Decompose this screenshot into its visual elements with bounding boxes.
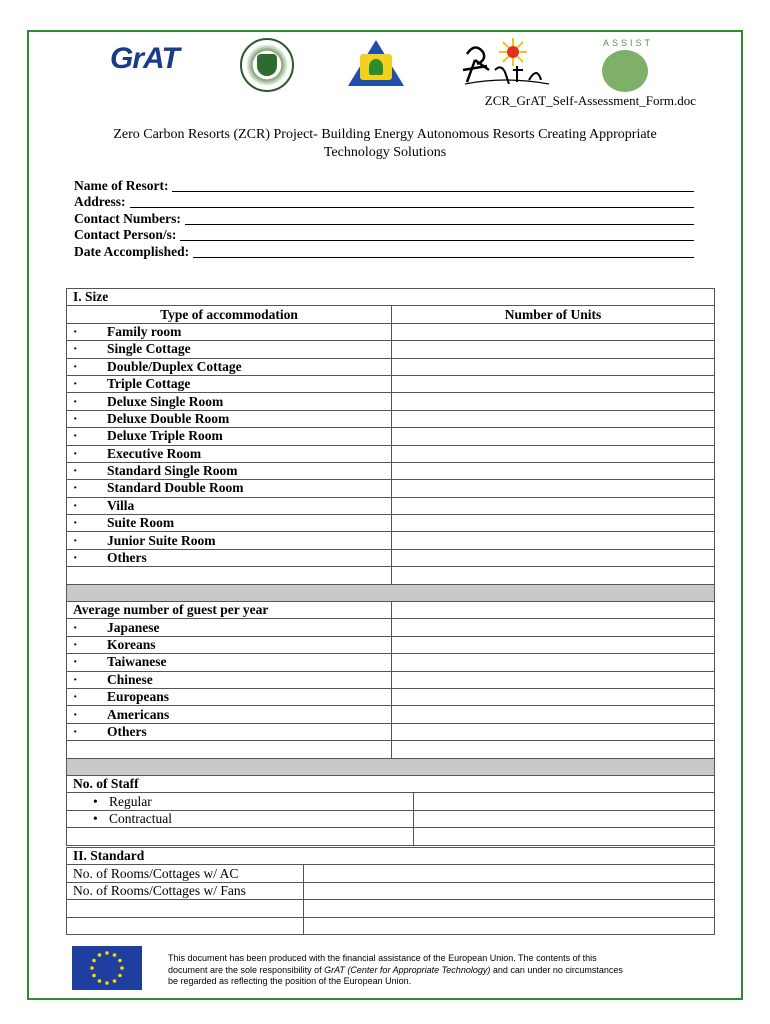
guest-count-input[interactable] [392,671,715,688]
units-input[interactable] [392,480,715,497]
document-filename: ZCR_GrAT_Self-Assessment_Form.doc [484,93,696,108]
table-row: • Contractual [67,810,715,827]
table-row [67,900,715,917]
eu-star [118,974,122,978]
units-input[interactable] [392,410,715,427]
staff-table [66,775,715,846]
table-row: · Europeans [67,688,715,705]
eu-disclaimer: This document has been produced with the financial assistance of the European Union. The contents of this document are the sole responsibility of GrAT (Center for Appropriate Technology) and can under no circumstances be regarded as reflecting the position of the European Union. [168,953,623,986]
eu-star [113,979,117,983]
guest-count-input[interactable] [392,723,715,740]
guest-count-input[interactable] [392,636,715,653]
table-row: · Double/Duplex Cottage [67,358,715,375]
eu-star [98,953,102,957]
table-row: · Others [67,723,715,740]
size-table [66,288,715,776]
table-row [67,741,715,758]
standard-heading: II. Standard [67,848,715,865]
eu-star [105,951,109,955]
units-input[interactable] [392,428,715,445]
eu-star [120,966,124,970]
table-row: · Others [67,549,715,566]
grat-logo: GrAT [110,42,179,75]
table-row [67,917,715,934]
rooms-fans-input[interactable] [304,882,715,899]
table-row: · Deluxe Triple Room [67,428,715,445]
table-row: · Deluxe Single Room [67,393,715,410]
size-heading: I. Size [67,289,715,306]
table-row: · Family room [67,323,715,340]
project-title: Zero Carbon Resorts (ZCR) Project- Building Energy Autonomous Resorts Creating Appropriate Technology Solutions [113,127,657,160]
triangle-logo-icon [348,40,404,86]
eu-star [92,959,96,963]
separator-row [67,584,715,601]
resort-info-fields [74,177,694,260]
eu-star [98,979,102,983]
date-accomplished-field[interactable]: Date Accomplished: [74,243,694,260]
table-row: · Deluxe Double Room [67,410,715,427]
footer [72,946,712,990]
table-row: · Koreans [67,636,715,653]
staff-heading: No. of Staff [67,776,715,793]
units-input[interactable] [392,497,715,514]
standard-table [66,847,715,935]
table-row: · Standard Double Room [67,480,715,497]
units-input[interactable] [392,549,715,566]
number-of-units-header: Number of Units [392,306,715,323]
eu-star [105,981,109,985]
eu-star [118,959,122,963]
table-row: · Executive Room [67,445,715,462]
table-row: · Chinese [67,671,715,688]
table-row: · Americans [67,706,715,723]
table-row: · Triple Cottage [67,375,715,392]
table-row: · Suite Room [67,515,715,532]
staff-count-input[interactable] [414,810,715,827]
assist-logo-icon: ASSIST [598,38,654,92]
table-row: · Single Cottage [67,341,715,358]
eu-star [113,953,117,957]
eu-star [92,974,96,978]
crfsa-logo-icon [455,36,555,88]
eu-flag-icon [72,946,142,990]
guest-count-input[interactable] [392,706,715,723]
table-row [67,828,715,845]
contact-persons-field[interactable]: Contact Person/s: [74,227,694,244]
units-input[interactable] [392,341,715,358]
address-field[interactable]: Address: [74,194,694,211]
table-row: · Japanese [67,619,715,636]
table-row: • Regular [67,793,715,810]
guest-count-input[interactable] [392,619,715,636]
units-input[interactable] [392,323,715,340]
units-input[interactable] [392,532,715,549]
units-input[interactable] [392,393,715,410]
table-row: · Taiwanese [67,654,715,671]
seal-logo-icon [240,38,294,92]
table-row: · Standard Single Room [67,462,715,479]
name-of-resort-field[interactable]: Name of Resort: [74,177,694,194]
rooms-ac-input[interactable] [304,865,715,882]
guest-heading: Average number of guest per year [67,602,392,619]
units-input[interactable] [392,358,715,375]
table-row: · Junior Suite Room [67,532,715,549]
units-input[interactable] [392,375,715,392]
staff-count-input[interactable] [414,793,715,810]
units-input[interactable] [392,445,715,462]
guest-count-input[interactable] [392,654,715,671]
separator-row [67,758,715,775]
eu-star [90,966,94,970]
units-input[interactable] [392,462,715,479]
contact-numbers-field[interactable]: Contact Numbers: [74,210,694,227]
table-row: · Villa [67,497,715,514]
table-row: No. of Rooms/Cottages w/ Fans [67,882,715,899]
type-of-accommodation-header: Type of accommodation [67,306,392,323]
table-row: No. of Rooms/Cottages w/ AC [67,865,715,882]
table-row [67,567,715,584]
guest-count-input[interactable] [392,688,715,705]
units-input[interactable] [392,515,715,532]
